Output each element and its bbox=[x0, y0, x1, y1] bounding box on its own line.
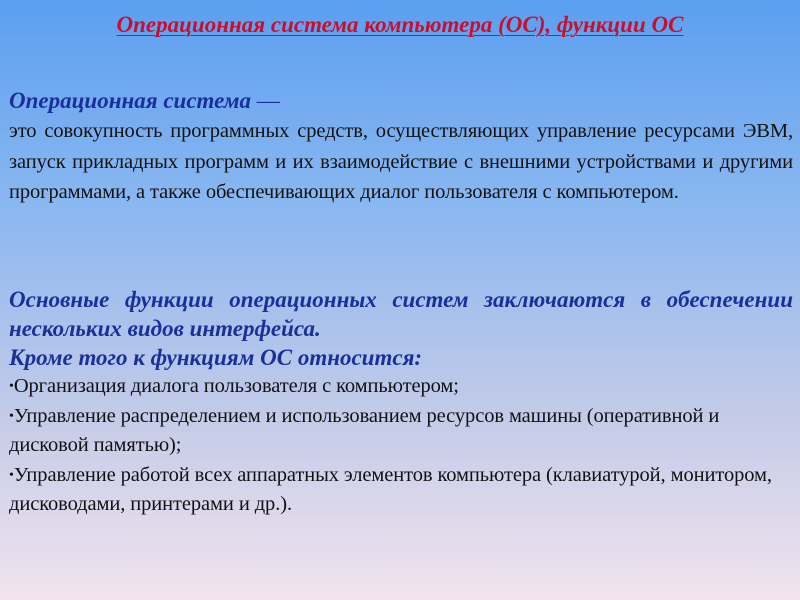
list-item-text: Организация диалога пользователя с компьютером; bbox=[13, 375, 459, 397]
definition-block bbox=[9, 86, 793, 208]
functions-list bbox=[9, 372, 793, 520]
definition-text: это совокупность программных средств, осуществляющих управление ресурсами ЭВМ, запуск прикладных программ и их взаимодействие с внешними устройствами и другими программами, а также обеспечивающих диалог пользователя с компьютером. bbox=[9, 120, 793, 203]
bullet-icon: • bbox=[9, 408, 14, 424]
bullet-icon: • bbox=[9, 379, 14, 394]
definition-heading bbox=[9, 86, 793, 116]
list-item-text: Управление работой всех аппаратных элементов компьютера (клавиатурой, монитором, дисководами, принтерами и др.). bbox=[9, 463, 772, 515]
definition-dash: — bbox=[251, 88, 280, 113]
functions-subheading: Кроме того к функциям ОС относится: bbox=[9, 345, 423, 370]
definition-term: Операционная система bbox=[9, 88, 252, 113]
bullet-icon: • bbox=[9, 467, 14, 483]
functions-heading: Основные функции операционных систем заключаются в обеспечении нескольких видов интерфейса. bbox=[9, 287, 793, 341]
slide-title: Операционная система компьютера (ОС), функции ОС bbox=[116, 12, 684, 37]
list-item bbox=[9, 461, 793, 520]
functions-block bbox=[9, 285, 793, 520]
list-item bbox=[9, 372, 793, 402]
list-item-text: Управление распределением и использованием ресурсов машины (оперативной и дисковой памятью); bbox=[9, 404, 720, 456]
list-item bbox=[9, 402, 793, 461]
